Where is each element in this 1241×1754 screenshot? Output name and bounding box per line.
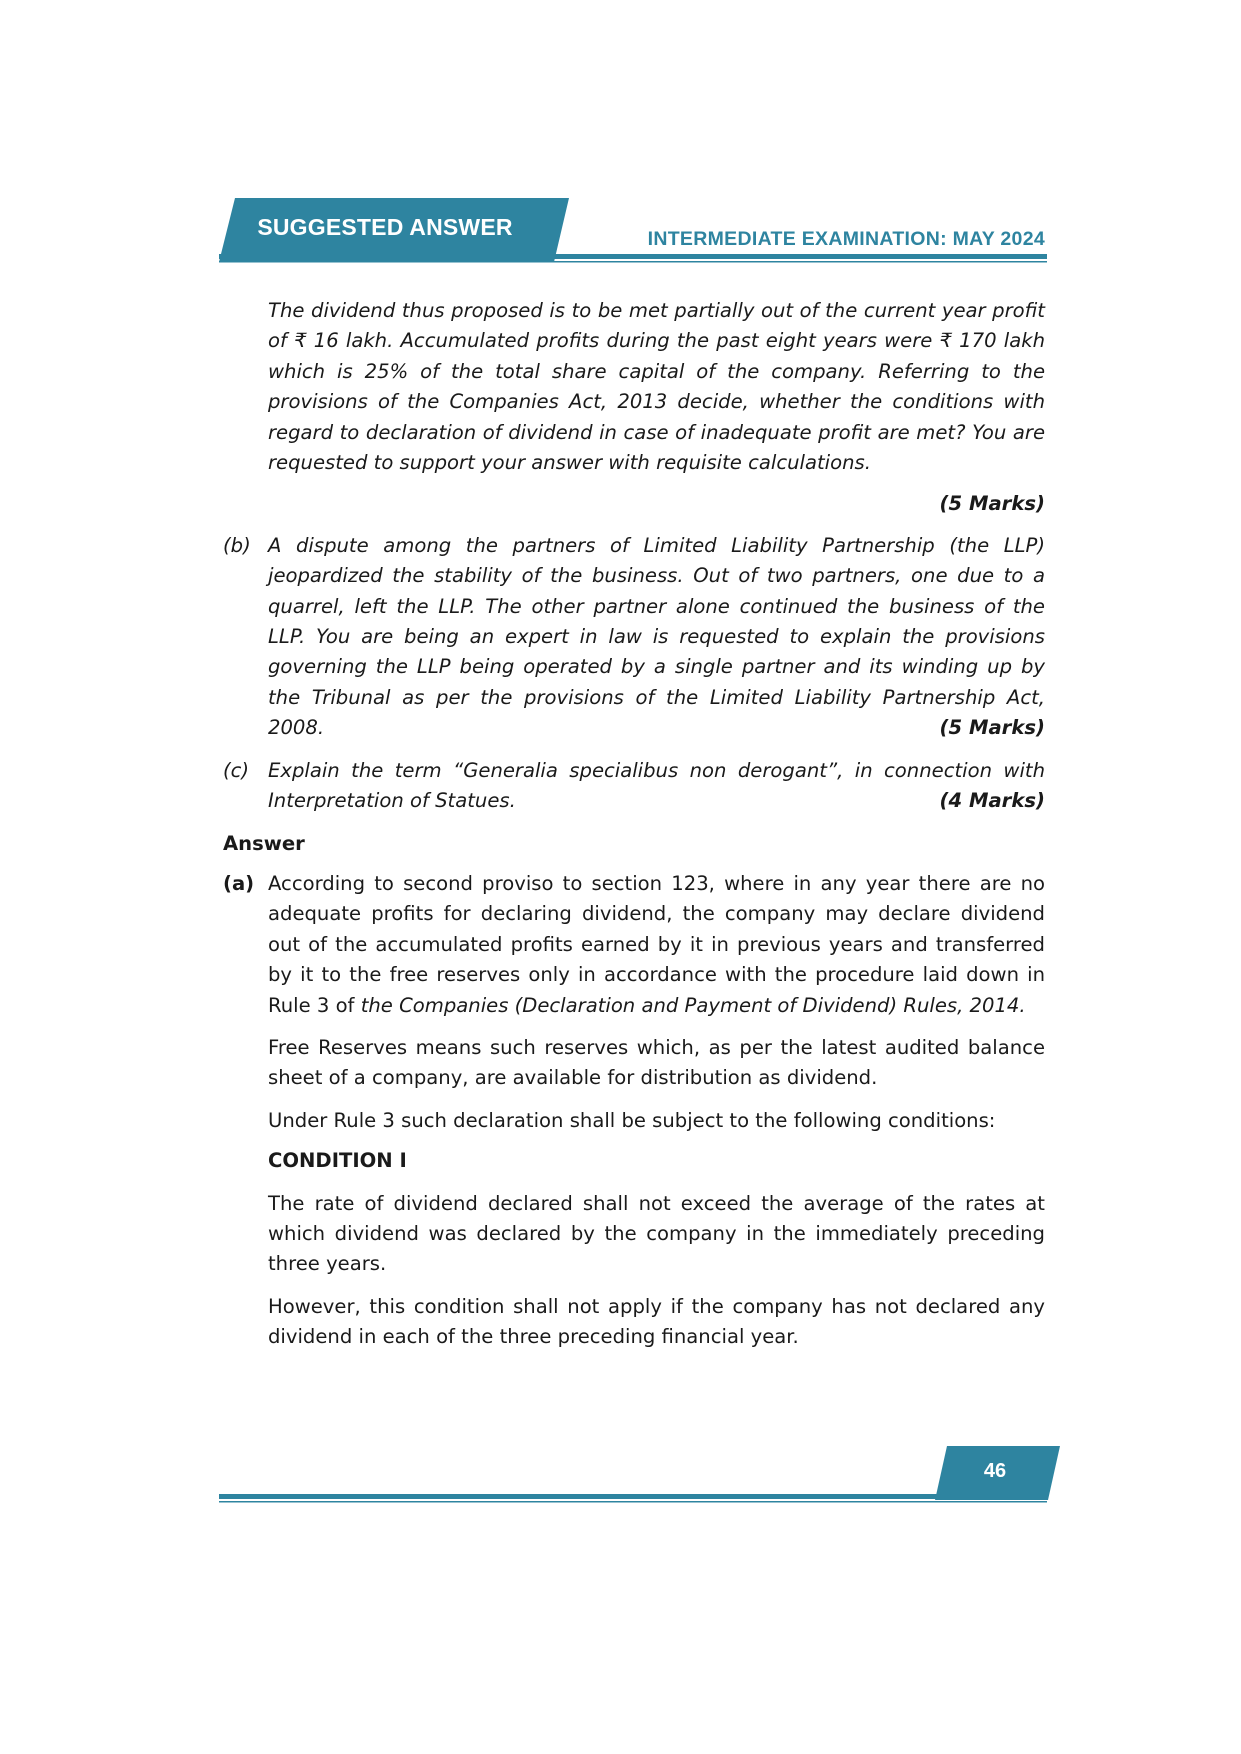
header-rule: [219, 254, 1047, 263]
question-c-text: Explain the term “Generalia specialibus non derogant”, in connection with Interpretation of Statues.: [268, 758, 1045, 813]
condition-para-2: However, this condition shall not apply if the company has not declared any dividend in each of the three preceding financial year.: [268, 1294, 1045, 1349]
question-c-marks: (4 Marks): [939, 789, 1045, 813]
question-c-body: [268, 756, 1045, 817]
answer-a-para-1-text: According to second proviso to section 123, where in any year there are no adequate profits for declaring dividend, the company may declare dividend out of the accumulated profits earned by it in previous years and transferred by it to the free reserves only in accordance with the procedure laid down in Rule 3 of: [268, 871, 1045, 1017]
answer-a-para-1: [268, 869, 1045, 1021]
question-b-text: A dispute among the partners of Limited Liability Partnership (the LLP) jeopardized the stability of the business. Out of two partners, one due to a quarrel, left the LLP. The other partner alone continued the business of the LLP. You are being an expert in law is requested to explain the provisions governing the LLP being operated by a single partner and its winding up by the Tribunal as per the provisions of the Limited Liability Partnership Act, 2008.: [268, 533, 1045, 740]
answer-heading: Answer: [223, 831, 305, 855]
page-content: [223, 296, 1045, 1353]
question-a-marks: (5 Marks): [939, 492, 1045, 516]
question-b: [223, 531, 1045, 744]
answer-a: [223, 869, 1045, 1353]
answer-a-para-2: Free Reserves means such reserves which, as per the latest audited balance sheet of a company, are available for distribution as dividend.: [268, 1035, 1045, 1090]
footer-rule: [219, 1494, 1047, 1503]
answer-a-label: (a): [223, 871, 255, 895]
page-number: 46: [983, 1460, 1007, 1482]
question-b-body: [268, 531, 1045, 744]
question-b-label: (b): [223, 533, 251, 557]
answer-a-rules-citation: the Companies (Declaration and Payment of Dividend) Rules, 2014.: [360, 993, 1026, 1017]
header-tab-label: SUGGESTED ANSWER: [257, 214, 513, 240]
question-c: [223, 756, 1045, 817]
answer-a-para-3: Under Rule 3 such declaration shall be subject to the following conditions:: [268, 1108, 996, 1132]
condition-heading: CONDITION I: [268, 1149, 407, 1173]
question-a-continued-text: The dividend thus proposed is to be met partially out of the current year profit of ₹ 16 lakh. Accumulated profits during the past eight years were ₹ 170 lakh which is 25% of the total share capital of the company. Referring to the provisions of the Companies Act, 2013 decide, whether the conditions with regard to declaration of dividend in case of inadequate profit are met? You are requested to support your answer with requisite calculations.: [268, 299, 1045, 475]
condition-para-1: The rate of dividend declared shall not exceed the average of the rates at which dividend was declared by the company in the immediately preceding three years.: [268, 1191, 1045, 1276]
question-c-label: (c): [223, 758, 250, 782]
exam-title: INTERMEDIATE EXAMINATION: MAY 2024: [647, 228, 1045, 250]
question-b-marks: (5 Marks): [939, 716, 1045, 740]
